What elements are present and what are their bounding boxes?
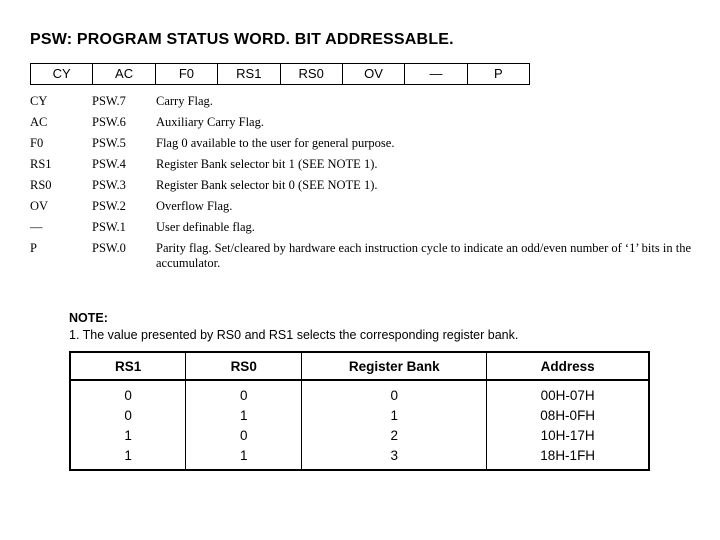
definition-desc: User definable flag. [156,220,255,234]
definition-name: RS0 [30,178,52,192]
bit-cell-1: — [404,64,466,84]
definition-bit: PSW.0 [92,241,126,255]
note-text: 1. The value presented by RS0 and RS1 selects the corresponding register bank. [69,328,519,342]
cell-register-bank: 3 [302,445,487,470]
table-header-row [70,352,649,380]
definition-bit: PSW.1 [92,220,126,234]
definition-name: CY [30,94,48,108]
header-rs1: RS1 [70,352,186,380]
definition-desc: Flag 0 available to the user for general purpose. [156,136,395,150]
definition-name: F0 [30,136,44,150]
bit-definitions [30,93,710,271]
cell-rs0: 0 [186,380,302,405]
bit-cell-7: CY [52,66,71,81]
definition-bit: PSW.3 [92,178,126,192]
cell-rs1: 0 [124,387,132,403]
definition-desc: Parity flag. Set/cleared by hardware each instruction cycle to indicate an odd/even number of ‘1’ bits in the accumulator. [156,241,691,270]
definition-name: P [30,241,37,255]
definition-row [30,114,710,135]
cell-address: 18H-1FH [487,445,649,470]
definition-desc: Register Bank selector bit 1 (SEE NOTE 1). [156,157,378,171]
bit-cell-4: RS1 [217,64,279,84]
definition-name: — [30,220,43,234]
bit-cell-2: OV [342,64,404,84]
definition-desc: Register Bank selector bit 0 (SEE NOTE 1). [156,178,378,192]
table-row [70,425,649,445]
definition-bit: PSW.4 [92,157,126,171]
table-row [70,405,649,425]
bit-cell-0: P [467,64,529,84]
definition-row [30,240,710,271]
definition-row [30,219,710,240]
cell-address: 08H-0FH [487,405,649,425]
header-register-bank: Register Bank [302,352,487,380]
cell-rs0: 1 [186,445,302,470]
cell-rs0: 0 [186,425,302,445]
bit-cell-3: RS0 [280,64,342,84]
table-row [70,445,649,470]
bit-cell-5: F0 [155,64,217,84]
table-row [70,380,649,405]
definition-desc: Auxiliary Carry Flag. [156,115,264,129]
cell-rs0: 1 [186,405,302,425]
definition-desc: Carry Flag. [156,94,213,108]
note-heading: NOTE: [69,311,108,325]
definition-name: OV [30,199,49,213]
definition-row [30,93,710,114]
definition-row [30,198,710,219]
definition-row [30,177,710,198]
definition-bit: PSW.6 [92,115,126,129]
register-bank-table [69,351,650,471]
definition-name: RS1 [30,157,52,171]
cell-rs1: 0 [124,407,132,423]
header-rs0: RS0 [186,352,302,380]
definition-row [30,156,710,177]
bit-cell-6: AC [92,64,154,84]
definition-row [30,135,710,156]
page-title: PSW: PROGRAM STATUS WORD. BIT ADDRESSABLE. [30,31,454,48]
definition-name: AC [30,115,48,129]
psw-bit-layout [30,63,530,85]
definition-bit: PSW.2 [92,199,126,213]
cell-register-bank: 0 [302,380,487,405]
cell-address: 10H-17H [487,425,649,445]
definition-desc: Overflow Flag. [156,199,233,213]
cell-rs1: 1 [124,447,132,463]
cell-address: 00H-07H [487,380,649,405]
cell-register-bank: 1 [302,405,487,425]
header-address: Address [487,352,649,380]
definition-bit: PSW.7 [92,94,126,108]
cell-rs1: 1 [124,427,132,443]
definition-bit: PSW.5 [92,136,126,150]
cell-register-bank: 2 [302,425,487,445]
